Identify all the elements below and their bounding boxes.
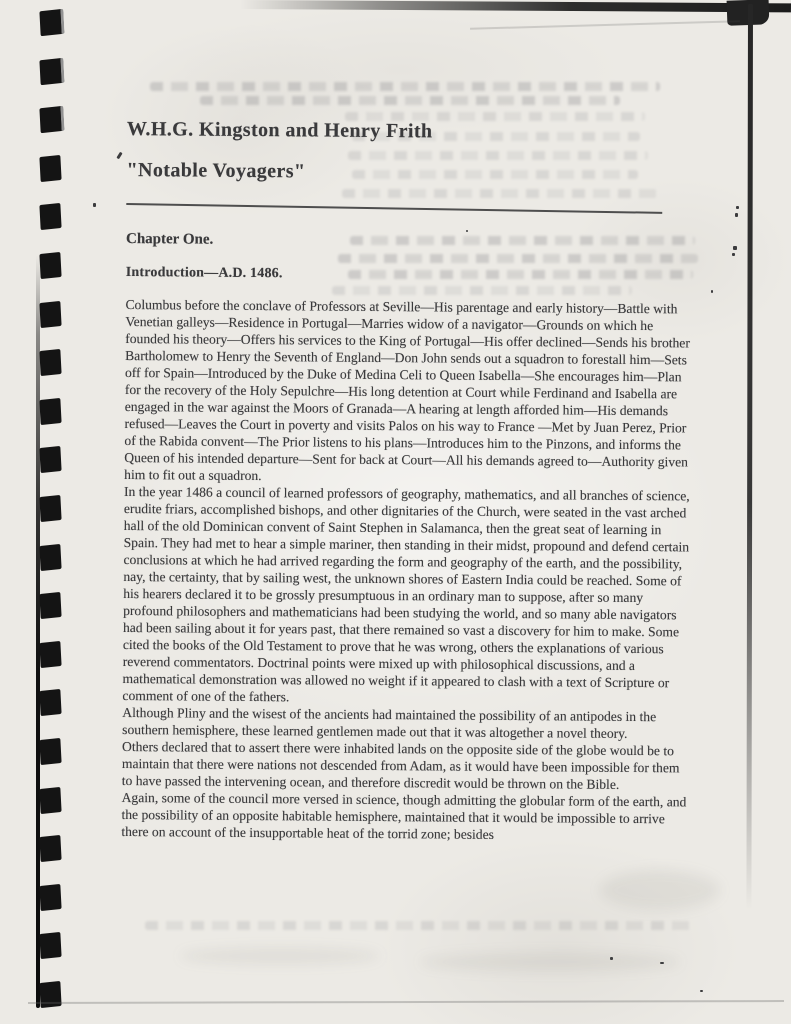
body-text [121,296,691,844]
binding-tooth [39,301,61,328]
scan-speck [700,990,703,992]
scan-smudge [180,948,380,964]
binding-tooth [39,495,61,522]
binding-tooth [39,981,61,1008]
binding-tooth [39,787,61,814]
binding-tooth [39,641,61,668]
body-paragraph: Although Pliny and the wisest of the ancients had maintained the possibility of an antipodes in the southern hemisphere, these learned gentlemen made out that it was altogether a novel theory. [122,704,657,741]
book-title-heading: "Notable Voyagers" [126,158,306,183]
binding-tooth [39,884,61,911]
body-paragraph: Others declared that to assert there were inhabited lands on the opposite side of the globe would be to maintain that there were nations not descended from Adam, as it would have been impossible for them to have passed the intervening ocean, and therefore discredit would be thrown on the Bible. [121,738,680,792]
synopsis-paragraph: Columbus before the conclave of Professors at Seville—His parentage and early history—Battle with Venetian galleys—Residence in Portugal—Marries widow of a navigator—Grounds on which he founded his theory—Offers his services to the King of Portugal—His offer declined—Sends his brother Bartholomew to Henry the Seventh of England—Don John sends out a squadron to forestall him—Sets off for Spain—Introduced by the Duke of Medina Celi to Queen Isabella—She encourages him—Plan for the recovery of the Holy Sepulchre—His long detention at Court while Ferdinand and Isabella are engaged in the war against the Moors of Granada—A hearing at length afforded him—His demands refused—Leaves the Court in poverty and visits Palos on his way to France —Met by Juan Perez, Prior of the Rabida convent—The Prior listens to his plans—Introduces him to the Pinzons, and informs the Queen of his intended departure—Sent for back at Court—All his demands agreed to—Authority given him to fit out a squadron. [124,296,690,483]
scan-speck [732,253,735,256]
binding-tooth [39,203,61,230]
scan-speck [711,290,713,293]
scan-bottom-edge-line [28,1000,784,1004]
scan-speck [736,206,739,209]
horizontal-rule [126,203,662,214]
bleed-through-text [200,96,620,105]
scan-speck [93,203,96,207]
binding-tooth [39,155,61,182]
binding-tooth [39,689,61,716]
scan-speck [735,213,738,217]
binding-tooth [39,398,61,425]
binding-tooth [39,932,61,959]
binding-tooth [39,592,61,619]
binding-tooth [39,544,61,571]
scan-speck [116,152,122,160]
binding-tooth [39,349,61,376]
scan-smudge [600,870,720,910]
binding-tooth [39,106,64,133]
body-paragraph: Again, some of the council more versed in science, though admitting the globular form of the earth, and the possibility of an opposite habitable hemisphere, maintained that it would be impossible to arrive there on account of the insupportable heat of the torrid zone; besides [121,789,687,842]
scan-right-edge-shadow [746,4,753,910]
body-paragraph: In the year 1486 a council of learned professors of geography, mathematics, and all branches of science, erudite friars, accomplished bishops, and other dignitaries of the Church, were seated in the vast arched hall of the old Dominican convent of Saint Stephen in Salamanca, then the great seat of learning in Spain. They had met to hear a simple mariner, then standing in their midst, propound and defend certain conclusions at which he had arrived regarding the form and geography of the earth, and the possibility, nay, the certainty, that by sailing west, the unknown shores of Eastern India could be reached. Some of his hearers declared it to be grossly presumptuous in an ordinary man to suppose, after so many profound philosophers and mathematicians had been studying the world, and so many able navigators had been sailing about it for years past, that there remained so vast a discovery for him to make. Some cited the books of the Old Testament to prove that he was wrong, others the explanations of various reverend commentators. Doctrinal points were mixed up with philosophical discussions, and a mathematical demonstration was allowed no weight if it appeared to clash with a text of Scripture or comment of one of the fathers. [122,483,690,705]
scan-top-faint-line [470,20,740,30]
binding-tooth [39,446,61,473]
spiral-binding [0,0,110,1024]
scan-top-edge-shadow [240,0,791,12]
scan-smudge [420,953,680,971]
bleed-through-text [150,82,660,91]
binding-tooth [39,252,61,279]
binding-tooth [39,835,61,862]
scan-speck [733,246,737,250]
binding-tooth [39,9,64,36]
authors-heading: W.H.G. Kingston and Henry Frith [126,117,433,143]
bleed-through-text [145,921,690,930]
section-heading: Introduction—A.D. 1486. [125,264,283,282]
binding-tooth [39,57,64,84]
chapter-heading: Chapter One. [125,230,214,248]
binding-tooth [39,738,61,765]
page-content [121,117,693,844]
